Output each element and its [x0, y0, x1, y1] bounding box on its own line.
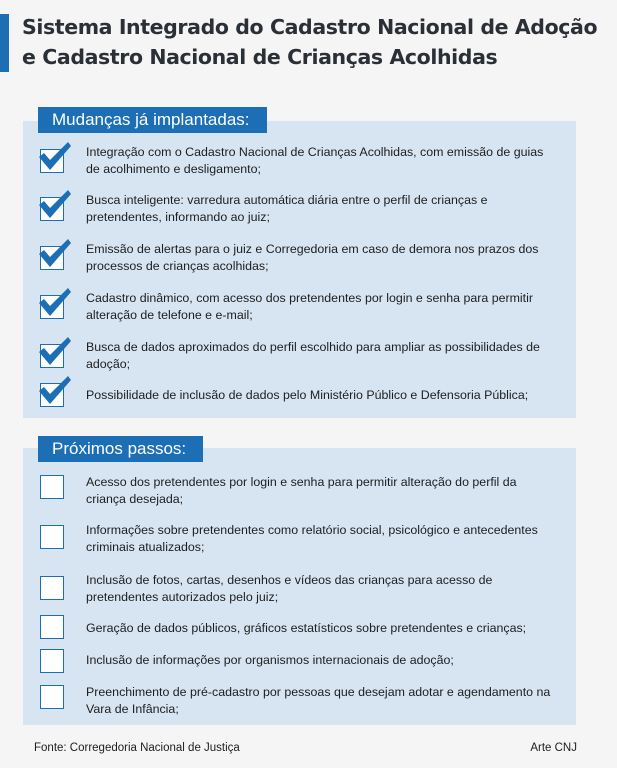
checkmark-icon [38, 140, 72, 172]
list-item-text: Busca inteligente: varredura automática diária entre o perfil de crianças e pretendentes, informando ao juiz; [86, 193, 488, 224]
list-item-text: Inclusão de fotos, cartas, desenhos e vídeos das crianças para acesso de pretendentes autorizados pelo juiz; [86, 573, 493, 604]
list-item-text: Emissão de alertas para o juiz e Corregedoria em caso de demora nos prazos dos processos de crianças acolhidas; [86, 242, 539, 273]
checkmark-icon [38, 237, 72, 269]
credit-note: Arte CNJ [530, 742, 577, 754]
checkmark-icon [38, 188, 72, 220]
list-item-text: Possibilidade de inclusão de dados pelo Ministério Público e Defensoria Pública; [86, 388, 529, 402]
empty-checkbox [40, 685, 64, 709]
implemented-section-label: Mudanças já implantadas: [38, 107, 267, 133]
list-item-text: Informações sobre pretendentes como relatório social, psicológico e antecedentes criminais atualizados; [86, 523, 538, 554]
list-item-text: Cadastro dinâmico, com acesso dos pretendentes por login e senha para permitir alteração de telefone e e-mail; [86, 291, 533, 322]
list-item-text: Geração de dados públicos, gráficos estatísticos sobre pretendentes e crianças; [86, 621, 527, 635]
checkmark-icon [38, 335, 72, 367]
list-item-text: Busca de dados aproximados do perfil escolhido para ampliar as possibilidades de adoção; [86, 340, 540, 371]
next-steps-section-label: Próximos passos: [38, 436, 203, 462]
page-title: Sistema Integrado do Cadastro Nacional de Adoção e Cadastro Nacional de Crianças Acolhidas [22, 15, 598, 69]
list-item-text: Inclusão de informações por organismos internacionais de adoção; [86, 653, 454, 667]
checkmark-icon [38, 286, 72, 318]
empty-checkbox [40, 525, 64, 549]
list-item-text: Acesso dos pretendentes por login e senha para permitir alteração do perfil da criança desejada; [86, 475, 517, 506]
empty-checkbox [40, 649, 64, 673]
empty-checkbox [40, 475, 64, 499]
checkmark-icon [38, 374, 72, 406]
title-accent-bar [0, 14, 9, 72]
source-note: Fonte: Corregedoria Nacional de Justiça [34, 742, 240, 754]
list-item-text: Integração com o Cadastro Nacional de Crianças Acolhidas, com emissão de guias de acolhimento e desligamento; [86, 145, 544, 176]
empty-checkbox [40, 615, 64, 639]
list-item-text: Preenchimento de pré-cadastro por pessoas que desejam adotar e agendamento na Vara de Infância; [86, 685, 551, 716]
empty-checkbox [40, 576, 64, 600]
